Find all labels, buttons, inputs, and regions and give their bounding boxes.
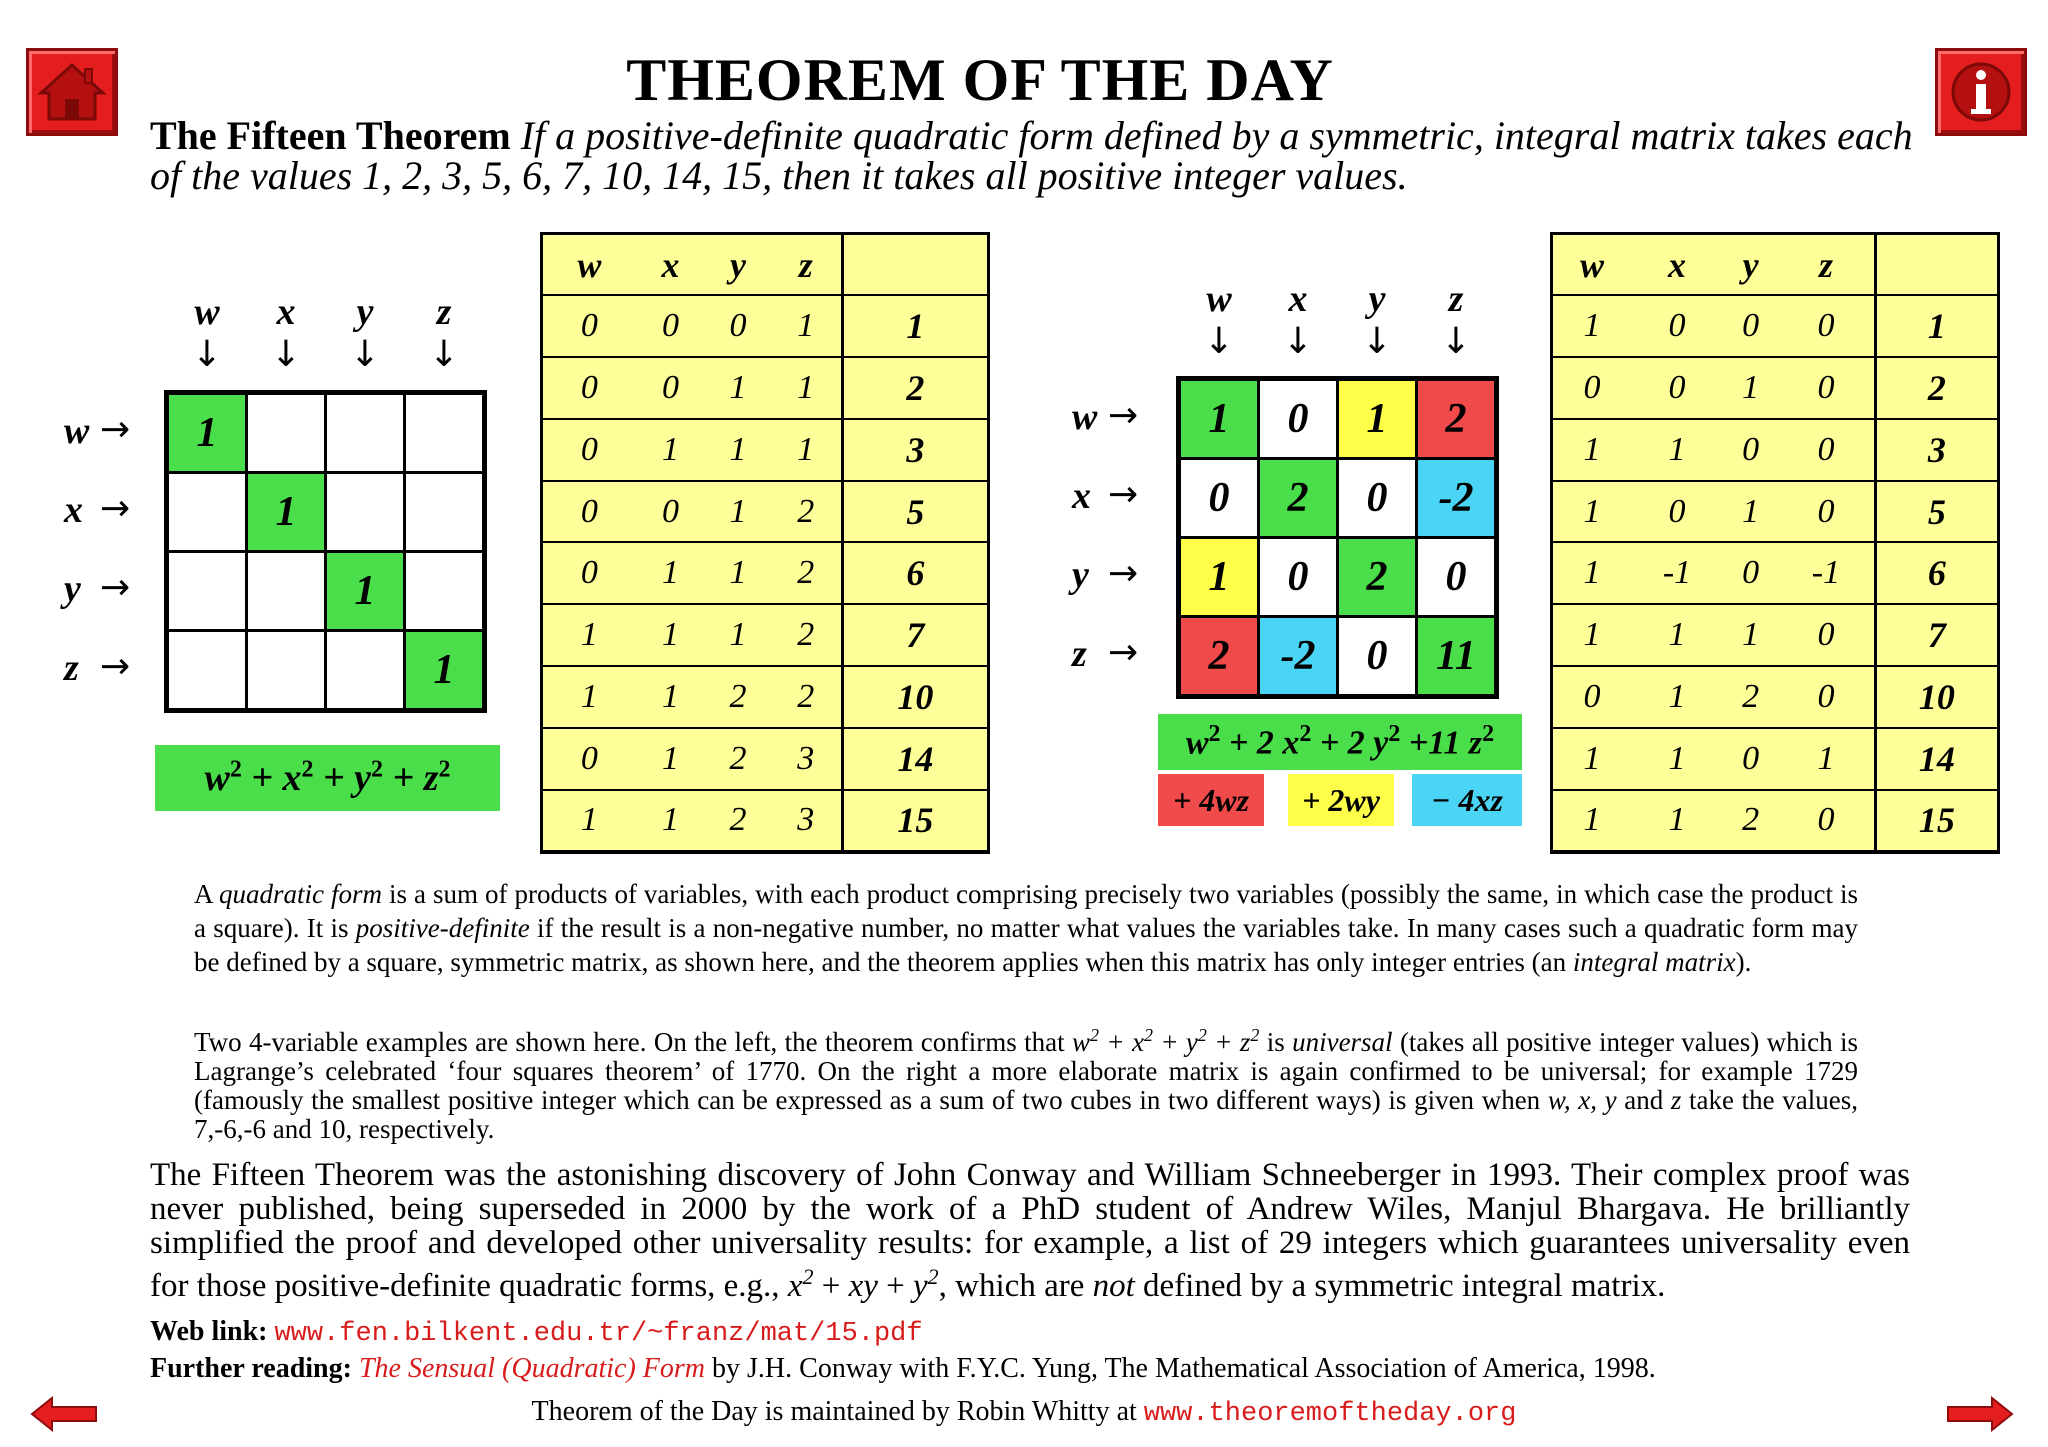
matrix-cell — [248, 395, 324, 471]
down-arrow-icon: ↓ — [1440, 321, 1472, 362]
table-cell: 0 — [1631, 295, 1723, 357]
table-cell: 0 — [1778, 604, 1875, 666]
matrix-cell: 2 — [1181, 618, 1257, 694]
web-link-url[interactable]: www.fen.bilkent.edu.tr/~franz/mat/15.pdf — [274, 1319, 923, 1349]
matrix-cell — [406, 474, 482, 550]
matrix-cell — [327, 395, 403, 471]
table-cell: 1 — [1631, 419, 1723, 481]
table-header-cell — [842, 235, 987, 295]
matrix-cell: -2 — [1260, 618, 1336, 694]
table-cell: 1 — [1631, 604, 1723, 666]
table-header-cell: w — [543, 235, 636, 295]
table-cell: 1 — [580, 801, 598, 839]
right-arrow-icon: → — [100, 646, 131, 687]
table-cell: 2 — [1742, 801, 1760, 839]
history-paragraph: The Fifteen Theorem was the astonishing discovery of John Conway and William Schneeberger in 1993. Their complex proof was never published, being superseded in 2000 by the work of a PhD student of Andrew Wiles, Manjul Bhargava. He brilliantly simplified the proof and developed other universality results: for example, a list of 29 integers which guarantees universality even for those positive-definite quadratic forms, e.g., $x^2$ + xy + $y^2$, which are not defined by a symmetric integral matrix. — [150, 1157, 1910, 1304]
table-cell: 0 — [1553, 666, 1631, 728]
left-formula-text: $w^2 + x^2 + y^2 + z^2$ — [204, 756, 451, 799]
table-header-row — [543, 235, 987, 295]
theorem-statement — [150, 113, 1920, 198]
matrix-cell: 11 — [1418, 618, 1494, 694]
right-arrow-icon: → — [100, 488, 131, 529]
table-value-cell: 3 — [1875, 419, 1997, 481]
table-header-cell: x — [1631, 235, 1723, 295]
table-cell: 0 — [705, 295, 771, 357]
table-cell: 0 — [1778, 666, 1875, 728]
right_matrix-row-var-y: y — [1072, 554, 1089, 596]
web-link-line — [150, 1316, 923, 1349]
right-arrow-icon: → — [1108, 474, 1139, 515]
matrix-cell — [248, 632, 324, 708]
table-cell: 1 — [543, 604, 636, 666]
table-cell: 0 — [543, 357, 636, 419]
table-cell: 0 — [1631, 481, 1723, 543]
right-values-table — [1550, 232, 2000, 854]
matrix-cell — [248, 553, 324, 629]
table-value-cell: 6 — [1875, 542, 1997, 604]
table-row — [543, 419, 987, 481]
right_matrix-col-var-x: x — [1288, 278, 1308, 320]
page-title: THEOREM OF THE DAY — [626, 47, 1334, 113]
table-row — [1553, 542, 1997, 604]
left_matrix-row-var-w: w — [64, 410, 90, 452]
table-cell: 1 — [1668, 801, 1686, 839]
further-reading-label: Further reading: — [150, 1353, 352, 1384]
theorem-name: The Fifteen Theorem — [150, 113, 511, 158]
table-value-cell: 1 — [1875, 295, 1997, 357]
web-link-label: Web link: — [150, 1316, 268, 1347]
table-value-cell: 14 — [1875, 728, 1997, 790]
matrix-cell: 1 — [1339, 381, 1415, 457]
down-arrow-icon: ↓ — [428, 334, 460, 375]
table-cell: 1 — [1553, 728, 1631, 790]
table-cell: 1 — [1631, 666, 1723, 728]
table-cell: 1 — [705, 542, 771, 604]
right-arrow-icon: → — [1108, 553, 1139, 594]
matrix-cell — [406, 395, 482, 471]
right-formula-red: + 4wz — [1158, 774, 1264, 826]
table-cell: 0 — [543, 295, 636, 357]
further-reading-title[interactable]: The Sensual (Quadratic) Form — [358, 1353, 706, 1384]
table-cell: 1 — [771, 295, 842, 357]
table-row — [1553, 728, 1997, 790]
table-row — [543, 728, 987, 790]
table-value-cell: 15 — [842, 790, 987, 851]
left_matrix-col-var-x: x — [276, 291, 296, 333]
table-value-cell: 5 — [842, 481, 987, 543]
table-cell: 2 — [729, 801, 747, 839]
matrix-cell — [327, 474, 403, 550]
table-cell: 0 — [1778, 419, 1875, 481]
table-row — [543, 790, 987, 851]
table-cell: 0 — [543, 481, 636, 543]
table-cell: 1 — [636, 666, 705, 728]
matrix-cell: 1 — [248, 474, 324, 550]
table-value-cell: 5 — [1875, 481, 1997, 543]
table-cell: 3 — [797, 801, 815, 839]
down-arrow-icon: ↓ — [1361, 321, 1393, 362]
table-row — [1553, 481, 1997, 543]
table-row — [543, 481, 987, 543]
table-cell: 0 — [636, 295, 705, 357]
table-value-cell: 7 — [1875, 604, 1997, 666]
table-value-cell: 6 — [842, 542, 987, 604]
matrix-cell: 0 — [1181, 460, 1257, 536]
down-arrow-icon: ↓ — [191, 334, 223, 375]
matrix-cell — [169, 553, 245, 629]
table-value-cell: 7 — [842, 604, 987, 666]
table-value-cell: 14 — [842, 728, 987, 790]
right-formula-blue: − 4xz — [1412, 774, 1522, 826]
footer-url[interactable]: www.theoremoftheday.org — [1143, 1399, 1517, 1429]
table-cell: 1 — [661, 801, 679, 839]
table-row — [1553, 666, 1997, 728]
table-row — [1553, 295, 1997, 357]
table-cell: 1 — [636, 604, 705, 666]
table-header-cell: z — [771, 235, 842, 295]
explanation-paragraph-1: A quadratic form is a sum of products of variables, with each product comprising precisely two variables (possibly the same, in which case the product is a square). It is positive-definite if the result is a non-negative number, no matter what values the variables take. In many cases such a quadratic form may be defined by a square, symmetric matrix, as shown here, and the theorem applies when this matrix has only integer entries (an integral matrix). — [194, 879, 1858, 977]
table-row — [1553, 357, 1997, 419]
table-cell: 0 — [1817, 801, 1835, 839]
matrix-cell: 1 — [406, 632, 482, 708]
table-header-cell: w — [1553, 235, 1631, 295]
right_matrix-row-var-x: x — [1072, 475, 1091, 517]
matrix-cell: 2 — [1418, 381, 1494, 457]
table-cell: -1 — [1631, 542, 1723, 604]
table-cell: 1 — [1553, 604, 1631, 666]
right_matrix-row-var-z: z — [1072, 633, 1087, 675]
table-cell: 1 — [771, 357, 842, 419]
table-value-cell: 3 — [842, 419, 987, 481]
table-cell: 1 — [636, 728, 705, 790]
matrix-cell — [169, 474, 245, 550]
right_matrix-grid — [1176, 376, 1499, 699]
down-arrow-icon: ↓ — [270, 334, 302, 375]
table-cell: 1 — [543, 666, 636, 728]
table-value-cell: 2 — [1875, 357, 1997, 419]
right-formula-yellow: + 2wy — [1288, 774, 1394, 826]
table-cell: 1 — [1553, 295, 1631, 357]
table-cell: 1 — [1583, 801, 1601, 839]
matrix-cell: 1 — [169, 395, 245, 471]
table-cell: 0 — [543, 728, 636, 790]
left_matrix-col-var-w: w — [194, 291, 220, 333]
right-formula-main — [1158, 714, 1522, 770]
left-arrow-icon[interactable] — [30, 1396, 100, 1432]
explanation-paragraph-2: Two 4-variable examples are shown here. On the left, the theorem confirms that $w^2 + x^2 + y^2 + z^2$ is universal (takes all positive integer values) which is Lagrange’s celebrated ‘four squares theorem’ of 1770. On the right a more elaborate matrix is again confirmed to be universal; for example 1729 (famously the smallest positive integer which can be expressed as a sum of two cubes in two different ways) is given when w, x, y and z take the values, 7,-6,-6 and 10, respectively. — [194, 1025, 1859, 1144]
left_matrix-grid — [164, 390, 487, 713]
table-cell: 0 — [1778, 295, 1875, 357]
matrix-cell: 1 — [327, 553, 403, 629]
down-arrow-icon: ↓ — [1203, 321, 1235, 362]
table-row — [1553, 790, 1997, 851]
table-header-cell: y — [1723, 235, 1778, 295]
table-cell: 2 — [705, 666, 771, 728]
table-header-cell: z — [1778, 235, 1875, 295]
table-row — [1553, 604, 1997, 666]
right_matrix-col-var-y: y — [1368, 278, 1386, 320]
table-cell: 0 — [1723, 419, 1778, 481]
table-cell: 1 — [1723, 604, 1778, 666]
table-header-cell — [1875, 235, 1997, 295]
table-cell: -1 — [1778, 542, 1875, 604]
matrix-cell: 1 — [1181, 381, 1257, 457]
table-cell: 1 — [1778, 728, 1875, 790]
table-cell: 0 — [1723, 728, 1778, 790]
right-arrow-icon: → — [1108, 395, 1139, 436]
table-cell: 1 — [1723, 481, 1778, 543]
table-cell: 2 — [1723, 666, 1778, 728]
theorem-body: If a positive-definite quadratic form defined by a symmetric, integral matrix takes each of the values 1, 2, 3, 5, 6, 7, 10, 14, 15, then it takes all positive integer values. — [150, 113, 1913, 198]
table-cell: 0 — [636, 357, 705, 419]
table-cell: 0 — [543, 542, 636, 604]
table-cell: 0 — [543, 419, 636, 481]
footer-text: Theorem of the Day is maintained by Robin Whitty at — [531, 1396, 1144, 1427]
right-arrow-icon[interactable] — [1944, 1396, 2014, 1432]
footer — [0, 1396, 2048, 1429]
matrix-cell: 0 — [1339, 460, 1415, 536]
table-header-cell: y — [705, 235, 771, 295]
left_matrix-col-var-y: y — [356, 291, 374, 333]
table-row — [543, 542, 987, 604]
further-reading-rest: by J.H. Conway with F.Y.C. Yung, The Mathematical Association of America, 1998. — [705, 1353, 1656, 1384]
matrix-cell: 2 — [1339, 539, 1415, 615]
table-cell: 1 — [1631, 728, 1723, 790]
table-cell: 2 — [771, 542, 842, 604]
table-value-cell: 1 — [842, 295, 987, 357]
table-cell: 2 — [705, 728, 771, 790]
matrix-cell: 0 — [1260, 539, 1336, 615]
table-value-cell: 2 — [842, 357, 987, 419]
table-row — [543, 295, 987, 357]
table-cell: 0 — [1631, 357, 1723, 419]
table-cell: 1 — [1553, 542, 1631, 604]
table-row — [543, 604, 987, 666]
table-cell: 0 — [636, 481, 705, 543]
matrix-cell — [406, 553, 482, 629]
left-formula — [155, 745, 500, 811]
table-cell: 1 — [1553, 481, 1631, 543]
matrix-cell: 1 — [1181, 539, 1257, 615]
right_matrix-col-var-w: w — [1206, 278, 1232, 320]
right-arrow-icon: → — [1108, 632, 1139, 673]
left-values-table — [540, 232, 990, 854]
down-arrow-icon: ↓ — [349, 334, 381, 375]
table-cell: 1 — [1553, 419, 1631, 481]
table-header-cell: x — [636, 235, 705, 295]
table-cell: 1 — [705, 419, 771, 481]
table-cell: 2 — [771, 666, 842, 728]
table-cell: 1 — [771, 419, 842, 481]
table-cell: 0 — [1723, 542, 1778, 604]
right_matrix-row-var-w: w — [1072, 396, 1098, 438]
matrix-cell: 0 — [1339, 618, 1415, 694]
table-cell: 1 — [1723, 357, 1778, 419]
left_matrix-col-var-z: z — [436, 291, 452, 333]
further-reading-line — [150, 1353, 1656, 1385]
table-cell: 1 — [705, 357, 771, 419]
matrix-cell: -2 — [1418, 460, 1494, 536]
right-arrow-icon: → — [100, 567, 131, 608]
table-cell: 2 — [771, 604, 842, 666]
table-cell: 1 — [636, 419, 705, 481]
table-cell: 3 — [771, 728, 842, 790]
table-row — [543, 666, 987, 728]
table-row — [543, 357, 987, 419]
table-header-row — [1553, 235, 1997, 295]
left_matrix-row-var-x: x — [64, 489, 83, 531]
table-cell: 0 — [1778, 481, 1875, 543]
matrix-cell — [169, 632, 245, 708]
matrix-cell — [327, 632, 403, 708]
table-cell: 0 — [1723, 295, 1778, 357]
table-value-cell: 10 — [1875, 666, 1997, 728]
table-cell: 1 — [636, 542, 705, 604]
matrix-cell: 0 — [1260, 381, 1336, 457]
matrix-cell: 0 — [1418, 539, 1494, 615]
table-value-cell: 10 — [842, 666, 987, 728]
left_matrix-row-var-z: z — [64, 647, 79, 689]
table-row — [1553, 419, 1997, 481]
left_matrix-row-var-y: y — [64, 568, 81, 610]
table-cell: 1 — [705, 604, 771, 666]
matrix-cell: 2 — [1260, 460, 1336, 536]
table-cell: 0 — [1553, 357, 1631, 419]
down-arrow-icon: ↓ — [1282, 321, 1314, 362]
right-formula-text: $w^2 + 2$ $x^2 + 2$ $y^2 +11$ $z^2$ — [1185, 721, 1495, 762]
table-value-cell: 15 — [1875, 790, 1997, 851]
right-arrow-icon: → — [100, 409, 131, 450]
table-cell: 1 — [705, 481, 771, 543]
right_matrix-col-var-z: z — [1448, 278, 1464, 320]
table-cell: 2 — [771, 481, 842, 543]
table-cell: 0 — [1778, 357, 1875, 419]
